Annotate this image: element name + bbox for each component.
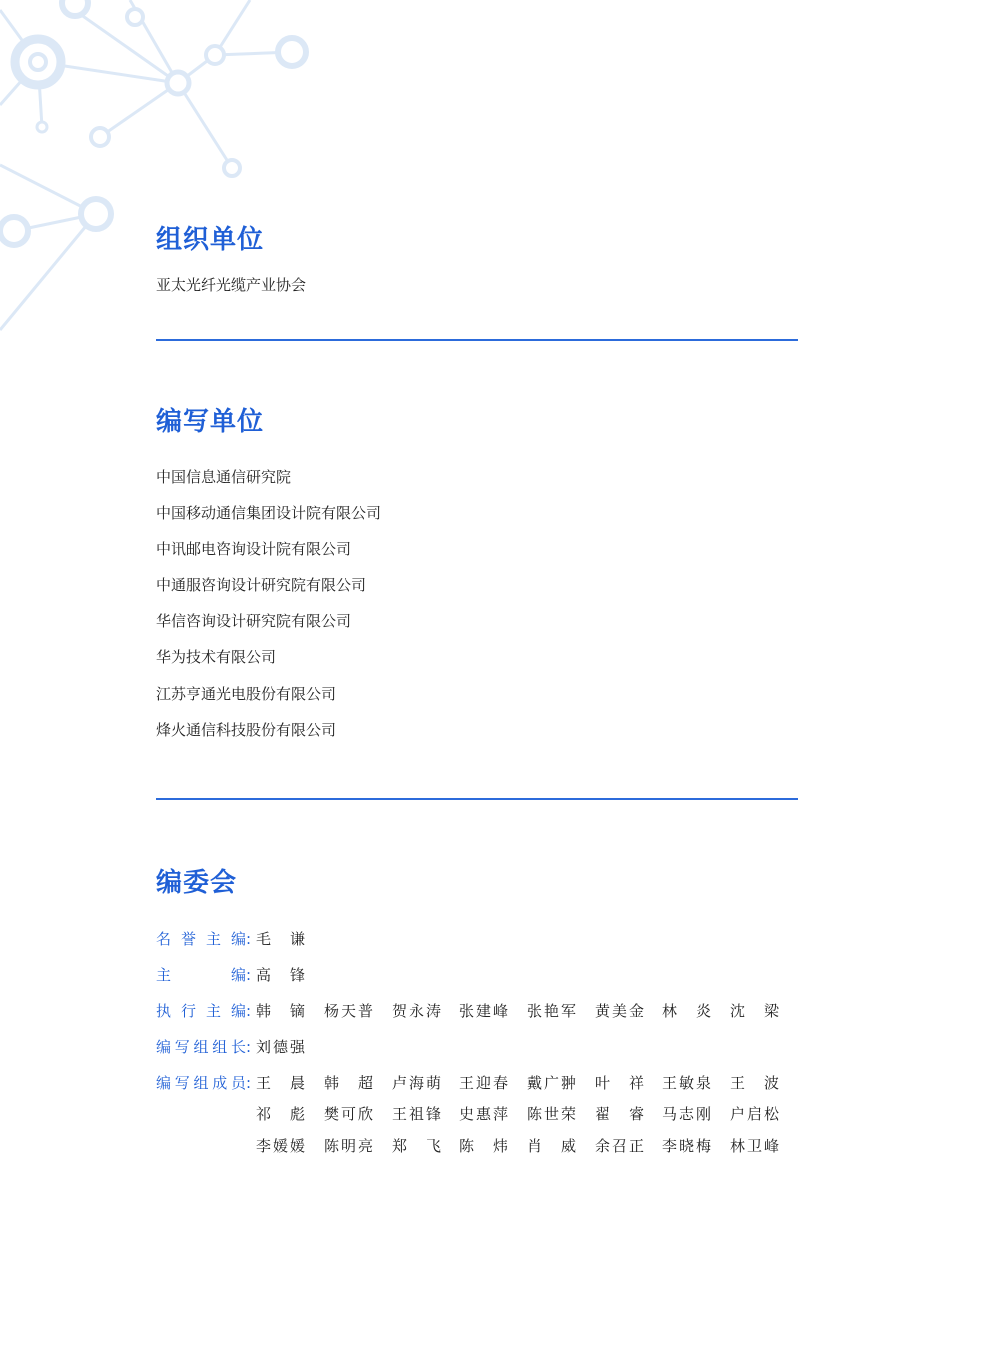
person-name: 高锋	[256, 966, 305, 984]
writer-unit: 江苏亨通光电股份有限公司	[156, 684, 337, 703]
writer-unit: 华信咨询设计研究院有限公司	[156, 612, 352, 631]
person-name: 林卫峰	[730, 1137, 779, 1155]
person-name: 毛谦	[256, 930, 305, 948]
person-name: 樊可欣	[324, 1105, 373, 1123]
person-name: 杨天普	[324, 1002, 373, 1020]
person-name: 陈明亮	[324, 1137, 373, 1155]
person-name: 韩超	[324, 1074, 373, 1092]
person-name: 余召正	[595, 1137, 644, 1155]
person-name: 王祖锋	[392, 1105, 441, 1123]
person-name: 李媛媛	[256, 1137, 305, 1155]
person-name: 翟睿	[595, 1105, 644, 1123]
person-name: 肖威	[527, 1137, 576, 1155]
section-divider	[156, 798, 798, 800]
person-name: 张建峰	[459, 1002, 508, 1020]
writer-units-list	[156, 467, 381, 756]
organizer-name: 亚太光纤光缆产业协会	[156, 276, 307, 294]
writer-unit: 华为技术有限公司	[156, 648, 277, 667]
person-name: 卢海萌	[392, 1074, 441, 1092]
person-name: 户启松	[730, 1105, 779, 1123]
person-name: 黄美金	[595, 1002, 644, 1020]
person-name: 刘德强	[256, 1038, 305, 1056]
person-name: 韩镝	[256, 1002, 305, 1020]
committee-title: 编委会	[156, 868, 238, 898]
person-name: 贺永涛	[392, 1002, 441, 1020]
writer-unit: 烽火通信科技股份有限公司	[156, 720, 337, 739]
person-name: 王晨	[256, 1074, 305, 1092]
person-name: 陈世荣	[527, 1105, 576, 1123]
person-name: 郑飞	[392, 1137, 441, 1155]
section-divider	[156, 339, 798, 341]
writer-unit: 中通服咨询设计研究院有限公司	[156, 576, 367, 595]
person-name: 林炎	[662, 1002, 711, 1020]
person-name: 陈炜	[459, 1137, 508, 1155]
person-name: 王迎春	[459, 1074, 508, 1092]
writer-unit: 中国信息通信研究院	[156, 468, 292, 486]
writers-title: 编写单位	[156, 407, 265, 437]
person-name: 戴广翀	[527, 1074, 576, 1092]
chief-editor-label: 主编	[156, 966, 246, 984]
person-name: 马志刚	[662, 1105, 711, 1123]
writer-unit: 中国移动通信集团设计院有限公司	[156, 504, 382, 523]
person-name: 李晓梅	[662, 1137, 711, 1155]
person-name: 祁彪	[256, 1105, 305, 1123]
person-name: 叶祥	[595, 1074, 644, 1092]
honorary-editor-label: 名誉主编	[156, 930, 246, 948]
person-name: 王波	[730, 1074, 779, 1092]
organizer-title: 组织单位	[156, 225, 265, 255]
person-name: 张艳军	[527, 1002, 576, 1020]
person-name: 王敏泉	[662, 1074, 711, 1092]
person-name: 史惠萍	[459, 1105, 508, 1123]
writer-unit: 中讯邮电咨询设计院有限公司	[156, 540, 352, 559]
executive-editor-label: 执行主编	[156, 1002, 246, 1020]
person-name: 沈梁	[730, 1002, 779, 1020]
group-leader-label: 编写组组长	[156, 1038, 246, 1056]
group-members-label: 编写组成员	[156, 1074, 246, 1092]
